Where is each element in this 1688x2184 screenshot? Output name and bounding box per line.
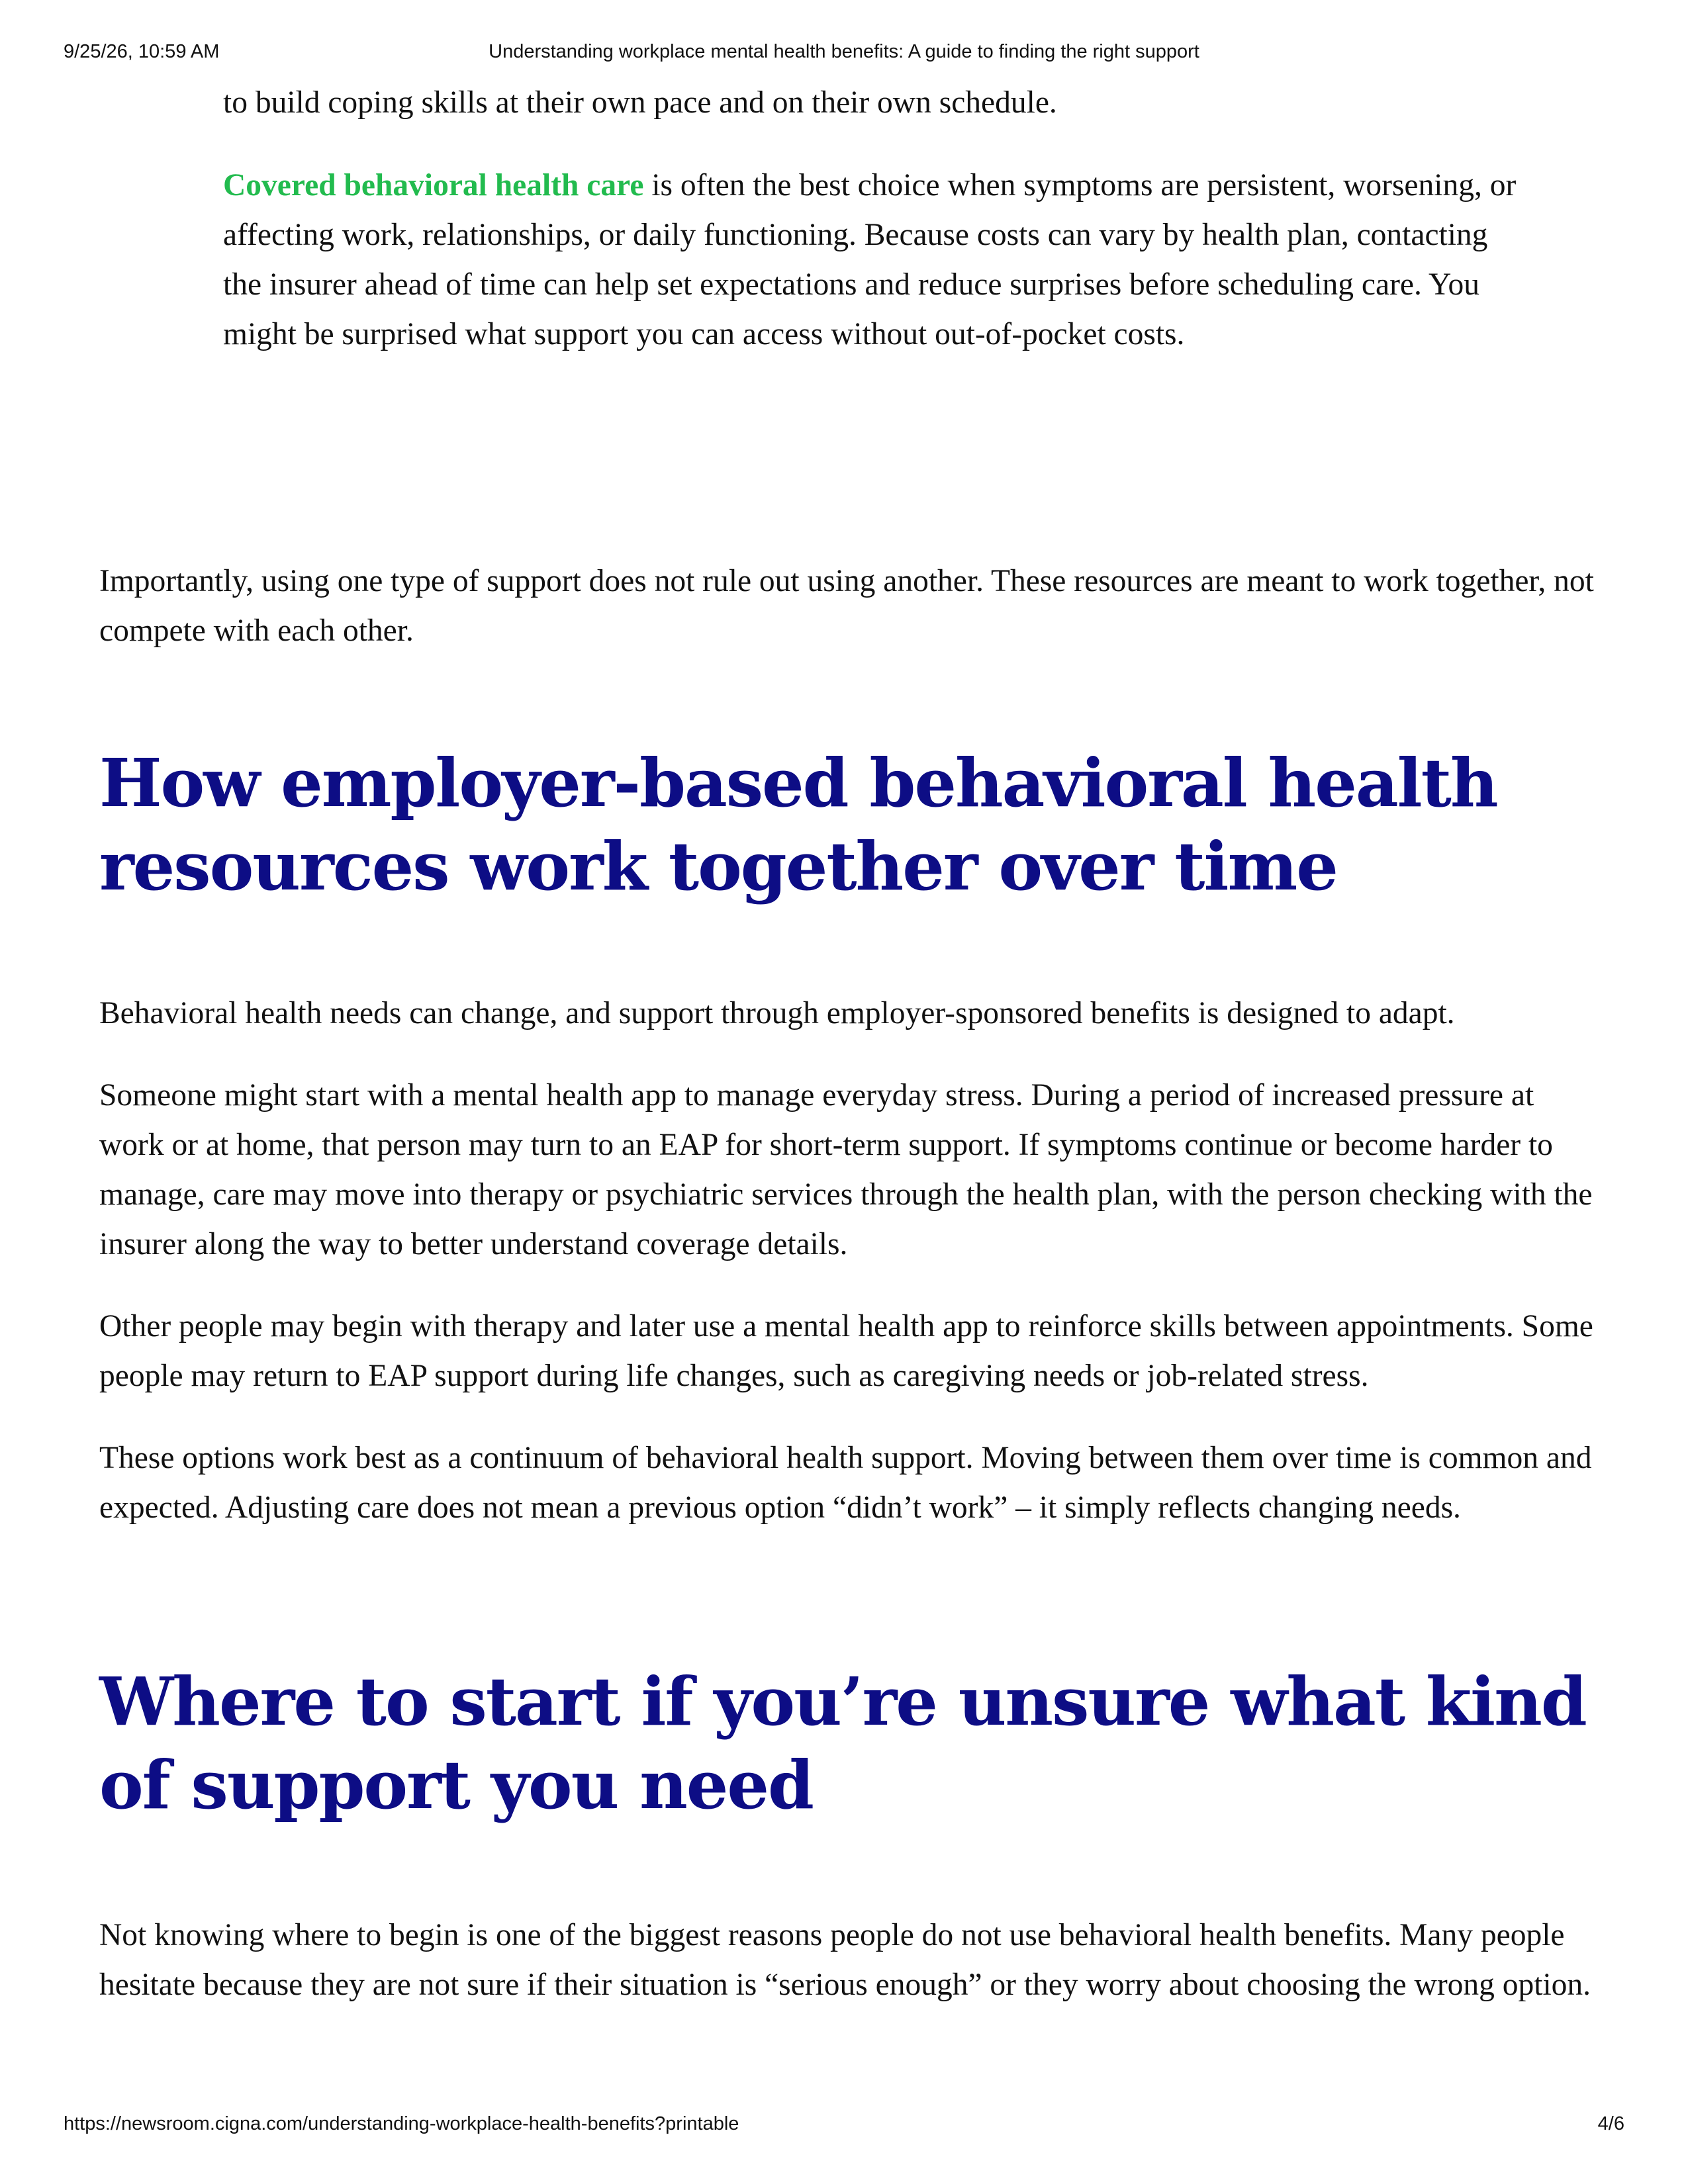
print-header (0, 41, 1688, 68)
section1-paragraph-4: These options work best as a continuum of behavioral health support. Moving between them over time is common and expected. Adjusting care does not mean a previous option “didn’t work” – it simply reflects changing needs. (99, 1441, 1592, 1525)
continued-text: to build coping skills at their own pace and on their own schedule. (223, 85, 1057, 120)
print-datetime: 9/25/26, 10:59 AM (64, 41, 220, 62)
section1-paragraph-3: Other people may begin with therapy and later use a mental health app to reinforce skills between appointments. Some people may return to EAP support during life changes, such as caregiving needs or job-related stress. (99, 1309, 1593, 1393)
section2-paragraph-1: Not knowing where to begin is one of the biggest reasons people do not use behavioral health benefits. Many people hesitate because they are not sure if their situation is “serious enough” or they worry about choosing the wrong option. (99, 1918, 1591, 2002)
print-page-title: Understanding workplace mental health benefits: A guide to finding the right support (489, 41, 1199, 62)
section-heading-where-to-start: Where to start if you’re unsure what kind of support you need (99, 1662, 1586, 1824)
importantly-paragraph: Importantly, using one type of support does not rule out using another. These resources are meant to work together, not compete with each other. (99, 564, 1594, 648)
print-page-number: 4/6 (1597, 2113, 1624, 2134)
section1-paragraph-2: Someone might start with a mental health app to manage everyday stress. During a period of increased pressure at work or at home, that person may turn to an EAP for short-term support. If symptoms continue or become harder to manage, care may move into therapy or psychiatric services through the health plan, with the person checking with the insurer along the way to better understand coverage details. (99, 1078, 1593, 1261)
print-url: https://newsroom.cigna.com/understanding-workplace-health-benefits?printable (64, 2113, 739, 2134)
section-heading-work-together: How employer-based behavioral health resources work together over time (99, 744, 1497, 905)
print-footer (0, 2113, 1688, 2140)
covered-care-text: is often the best choice when symptoms are persistent, worsening, or affecting work, relationships, or daily functioning. Because costs can vary by health plan, contacting the insurer ahead of time can help set expectations and reduce surprises before scheduling care. You might be surprised what support you can access without out-of-pocket costs. (223, 168, 1517, 351)
covered-care-link[interactable]: Covered behavioral health care (223, 168, 644, 203)
covered-care-paragraph (223, 161, 1521, 359)
section1-paragraph-1: Behavioral health needs can change, and support through employer-sponsored benefits is designed to adapt. (99, 996, 1455, 1030)
